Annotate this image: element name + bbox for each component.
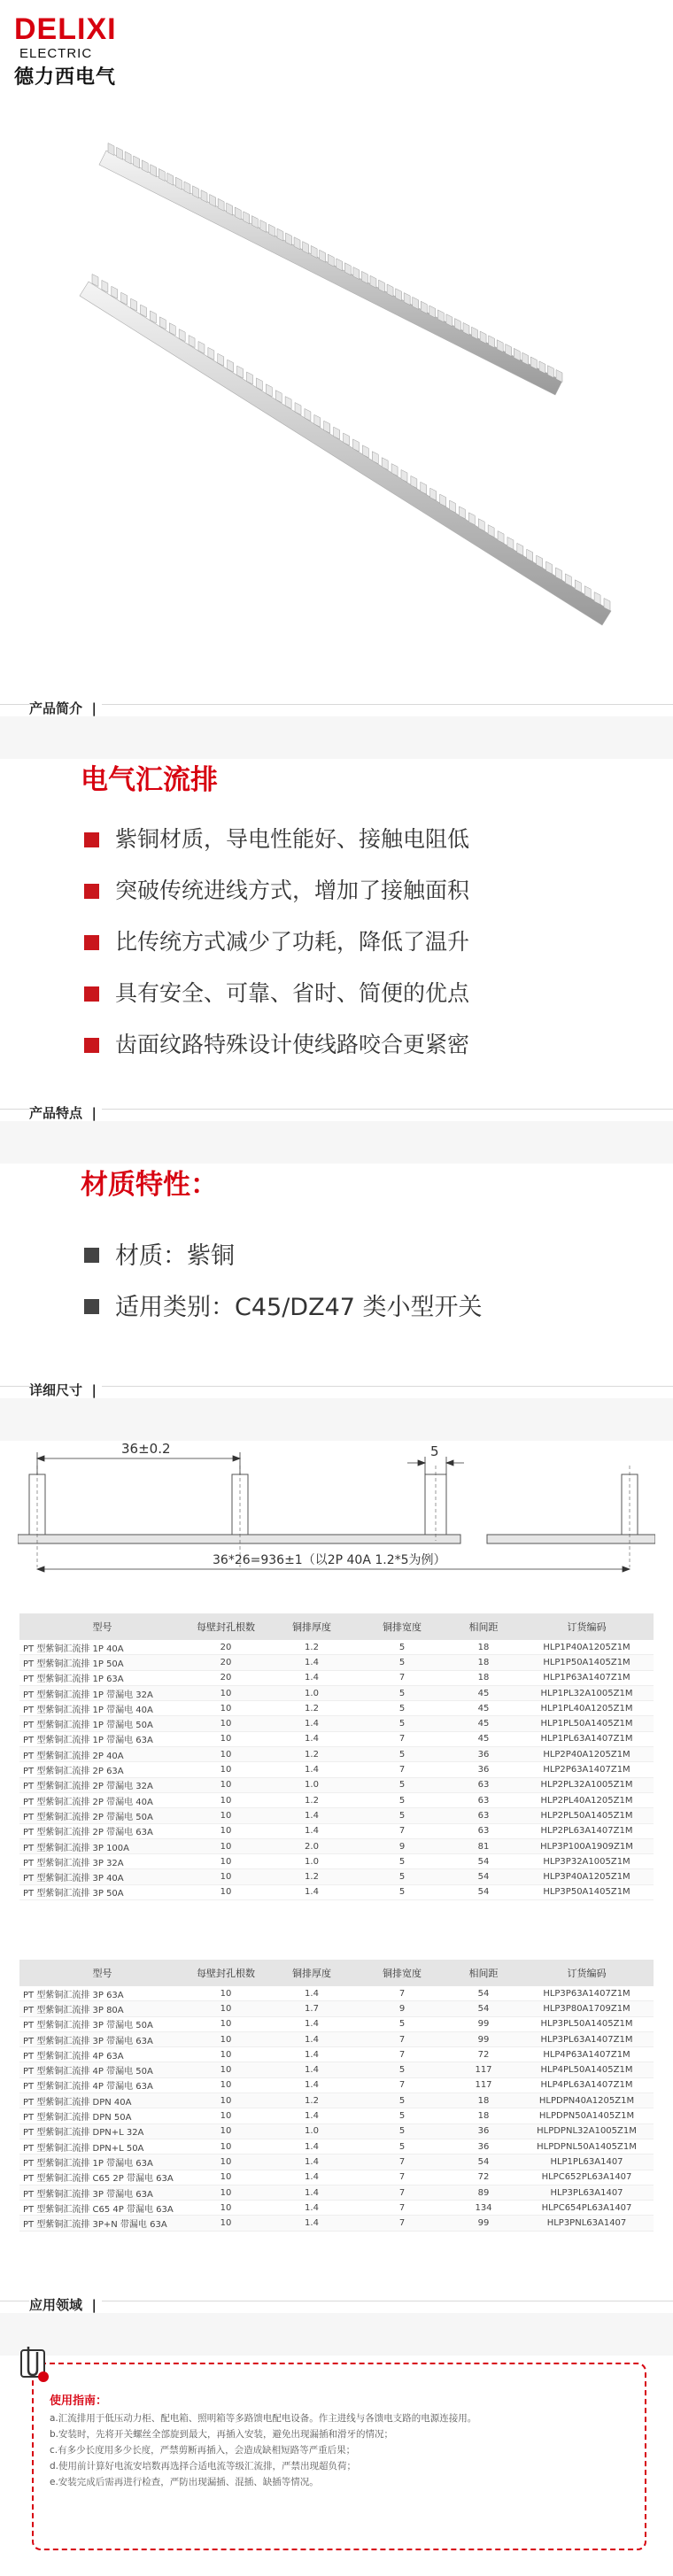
table-cell: 10 [185, 2185, 267, 2200]
table-cell: 63 [447, 1823, 520, 1838]
table-cell: 10 [185, 1854, 267, 1869]
table-row [19, 2062, 654, 2077]
table-cell: 10 [185, 1777, 267, 1792]
table-cell: PT 型紫铜汇流排 4P 带漏电 63A [19, 2077, 185, 2093]
table-cell: 10 [185, 2031, 267, 2046]
table-row [19, 2216, 654, 2231]
table-cell: 5 [357, 1701, 447, 1716]
table-cell: 1.4 [267, 1762, 357, 1777]
table-cell: HLP3PL63A1407Z1M [520, 2031, 654, 2046]
table-cell: HLP3PL63A1407 [520, 2185, 654, 2200]
table-cell: 10 [185, 1731, 267, 1746]
table-cell: PT 型紫铜汇流排 1P 带漏电 40A [19, 1701, 185, 1716]
col-header: 每壁封孔根数 [185, 1613, 267, 1640]
table-cell: 117 [447, 2062, 520, 2077]
table-cell: 20 [185, 1655, 267, 1670]
col-header: 相间距 [447, 1960, 520, 1986]
usage-note-title: 使用指南： [50, 2394, 108, 2408]
table-cell: 54 [447, 1869, 520, 1884]
table-cell: 1.0 [267, 2123, 357, 2139]
table-cell: 99 [447, 2016, 520, 2031]
table-cell: 36 [447, 2123, 520, 2139]
table-cell: 36 [447, 1762, 520, 1777]
table-header-row [19, 1960, 654, 1986]
table-cell: 1.2 [267, 1747, 357, 1762]
table-cell: 5 [357, 1655, 447, 1670]
table-row [19, 2016, 654, 2031]
table-cell: HLPC652PL63A1407 [520, 2170, 654, 2185]
section-band [0, 1121, 673, 1164]
table-cell: 5 [357, 1854, 447, 1869]
table-cell: 1.4 [267, 2077, 357, 2093]
table-cell: PT 型紫铜汇流排 3P 带漏电 63A [19, 2031, 185, 2046]
col-header: 型号 [19, 1613, 185, 1640]
table-cell: 1.2 [267, 1869, 357, 1884]
table-cell: PT 型紫铜汇流排 2P 40A [19, 1747, 185, 1762]
table-cell: 1.4 [267, 2031, 357, 2046]
table-cell: 10 [185, 2139, 267, 2154]
table-cell: PT 型紫铜汇流排 DPN+L 50A [19, 2139, 185, 2154]
table-cell: HLP3P50A1405Z1M [520, 1884, 654, 1899]
table-cell: HLPDPN40A1205Z1M [520, 2093, 654, 2108]
table-row [19, 2123, 654, 2139]
features-title: 材质特性： [81, 1169, 218, 1201]
bullet-icon [84, 935, 99, 950]
spec-table-2 [19, 1960, 654, 2232]
table-cell: 7 [357, 2031, 447, 2046]
table-cell: 10 [185, 1792, 267, 1807]
feature-item: 材质：紫铜 [115, 1242, 235, 1270]
table-cell: 7 [357, 2047, 447, 2062]
table-cell: 7 [357, 2077, 447, 2093]
table-cell: 9 [357, 2001, 447, 2016]
table-cell: 81 [447, 1838, 520, 1853]
table-row [19, 1655, 654, 1670]
table-cell: PT 型紫铜汇流排 DPN+L 32A [19, 2123, 185, 2139]
table-cell: HLP1PL32A1005Z1M [520, 1685, 654, 1700]
usage-note-line: c.有多少长度用多少长度，严禁剪断再插入，会造成缺相短路等严重后果； [50, 2445, 356, 2456]
bullet-icon [84, 1299, 99, 1314]
table-cell: 7 [357, 2154, 447, 2170]
table-cell: 36 [447, 1747, 520, 1762]
table-row [19, 2077, 654, 2093]
table-cell: 1.4 [267, 1731, 357, 1746]
table-cell: PT 型紫铜汇流排 1P 40A [19, 1640, 185, 1655]
table-cell: HLP2PL32A1005Z1M [520, 1777, 654, 1792]
table-cell: PT 型紫铜汇流排 3P 带漏电 63A [19, 2185, 185, 2200]
dim-total-label: 36*26=936±1（以2P 40A 1.2*5为例） [213, 1553, 446, 1567]
table-cell: 134 [447, 2201, 520, 2216]
table-cell: PT 型紫铜汇流排 3P 100A [19, 1838, 185, 1853]
table-cell: PT 型紫铜汇流排 3P 80A [19, 2001, 185, 2016]
table-cell: 10 [185, 2093, 267, 2108]
table-cell: PT 型紫铜汇流排 3P+N 带漏电 63A [19, 2216, 185, 2231]
table-cell: 1.4 [267, 2139, 357, 2154]
dimension-drawing [18, 1417, 655, 1594]
intro-bullet: 紫铜材质，导电性能好、接触电阻低 [115, 826, 470, 852]
table-cell: HLP2P63A1407Z1M [520, 1762, 654, 1777]
table-cell: HLPDPNL50A1405Z1M [520, 2139, 654, 2154]
table-cell: 7 [357, 2185, 447, 2200]
spec-table-1 [19, 1613, 654, 1900]
table-cell: PT 型紫铜汇流排 C65 4P 带漏电 63A [19, 2201, 185, 2216]
table-cell: 1.4 [267, 1670, 357, 1685]
table-cell: 1.4 [267, 2154, 357, 2170]
col-header: 铜排厚度 [267, 1960, 357, 1986]
table-cell: 1.4 [267, 1986, 357, 2001]
table-cell: 1.4 [267, 1823, 357, 1838]
product-image [53, 133, 620, 664]
section-features-title: 产品特点 | [29, 1103, 102, 1122]
table-cell: 36 [447, 2139, 520, 2154]
table-cell: 10 [185, 2062, 267, 2077]
table-cell: 1.4 [267, 2047, 357, 2062]
table-cell: 54 [447, 1884, 520, 1899]
table-cell: HLP3P40A1205Z1M [520, 1869, 654, 1884]
table-cell: 5 [357, 2139, 447, 2154]
section-band [0, 2313, 673, 2356]
table-cell: PT 型紫铜汇流排 1P 50A [19, 1655, 185, 1670]
table-cell: 10 [185, 1869, 267, 1884]
table-cell: 10 [185, 1762, 267, 1777]
table-cell: 18 [447, 1640, 520, 1655]
table-cell: 54 [447, 2154, 520, 2170]
table-cell: PT 型紫铜汇流排 4P 63A [19, 2047, 185, 2062]
table-cell: 5 [357, 1808, 447, 1823]
table-cell: HLP4P63A1407Z1M [520, 2047, 654, 2062]
table-row [19, 2201, 654, 2216]
table-row [19, 1838, 654, 1853]
table-cell: 1.4 [267, 2185, 357, 2200]
intro-bullet: 突破传统进线方式，增加了接触面积 [115, 878, 470, 903]
table-cell: 5 [357, 1869, 447, 1884]
col-header: 型号 [19, 1960, 185, 1986]
table-cell: 10 [185, 2216, 267, 2231]
table-cell: HLP1P63A1407Z1M [520, 1670, 654, 1685]
table-cell: PT 型紫铜汇流排 DPN 40A [19, 2093, 185, 2108]
table-cell: HLPDPNL32A1005Z1M [520, 2123, 654, 2139]
table-cell: 5 [357, 1747, 447, 1762]
usage-note-line: a.汇流排用于低压动力柜、配电箱、照明箱等多路馈电配电设备。作主进线与各馈电支路的电源连接用。 [50, 2413, 477, 2424]
table-cell: PT 型紫铜汇流排 DPN 50A [19, 2108, 185, 2123]
table-row [19, 1884, 654, 1899]
table-cell: 7 [357, 2216, 447, 2231]
table-cell: 18 [447, 1655, 520, 1670]
table-row [19, 1869, 654, 1884]
table-cell: PT 型紫铜汇流排 2P 63A [19, 1762, 185, 1777]
table-cell: HLP3P63A1407Z1M [520, 1986, 654, 2001]
intro-bullet: 比传统方式减少了功耗，降低了温升 [115, 929, 470, 955]
bullet-icon [84, 884, 99, 899]
col-header: 铜排宽度 [357, 1613, 447, 1640]
table-cell: 1.7 [267, 2001, 357, 2016]
paperclip-icon [19, 2345, 55, 2384]
table-row [19, 1854, 654, 1869]
table-cell: 5 [357, 2093, 447, 2108]
table-cell: HLP3PNL63A1407 [520, 2216, 654, 2231]
table-cell: PT 型紫铜汇流排 1P 带漏电 32A [19, 1685, 185, 1700]
table-cell: 54 [447, 1854, 520, 1869]
table-cell: 20 [185, 1640, 267, 1655]
table-cell: 1.4 [267, 2216, 357, 2231]
table-row [19, 2154, 654, 2170]
table-row [19, 2047, 654, 2062]
table-cell: 9 [357, 1838, 447, 1853]
intro-title: 电气汇流排 [81, 764, 218, 796]
table-row [19, 1808, 654, 1823]
table-row [19, 2001, 654, 2016]
table-row [19, 2185, 654, 2200]
table-cell: 5 [357, 2108, 447, 2123]
table-cell: 18 [447, 2108, 520, 2123]
table-cell: 2.0 [267, 1838, 357, 1853]
table-cell: 99 [447, 2031, 520, 2046]
table-cell: 10 [185, 1747, 267, 1762]
table-row [19, 1701, 654, 1716]
table-cell: HLPC654PL63A1407 [520, 2201, 654, 2216]
table-cell: HLP3P80A1709Z1M [520, 2001, 654, 2016]
table-cell: 10 [185, 2154, 267, 2170]
table-cell: HLP2PL50A1405Z1M [520, 1808, 654, 1823]
table-cell: PT 型紫铜汇流排 1P 63A [19, 1670, 185, 1685]
table-cell: 45 [447, 1701, 520, 1716]
table-row [19, 1986, 654, 2001]
bullet-icon [84, 832, 99, 847]
table-cell: 10 [185, 2047, 267, 2062]
table-row [19, 1823, 654, 1838]
table-cell: PT 型紫铜汇流排 2P 带漏电 40A [19, 1792, 185, 1807]
table-cell: 1.4 [267, 1716, 357, 1731]
table-cell: 1.4 [267, 2108, 357, 2123]
table-cell: 10 [185, 1986, 267, 2001]
table-cell: HLP4PL50A1405Z1M [520, 2062, 654, 2077]
table-cell: HLP3PL50A1405Z1M [520, 2016, 654, 2031]
table-cell: HLP1PL40A1205Z1M [520, 1701, 654, 1716]
table-cell: 45 [447, 1731, 520, 1746]
busbar-bottom [80, 275, 611, 626]
table-cell: 10 [185, 1884, 267, 1899]
table-cell: 1.2 [267, 2093, 357, 2108]
table-cell: 5 [357, 1685, 447, 1700]
table-cell: 10 [185, 2201, 267, 2216]
table-cell: 1.0 [267, 1685, 357, 1700]
table-cell: HLP1P50A1405Z1M [520, 1655, 654, 1670]
table-cell: 10 [185, 2077, 267, 2093]
col-header: 订货编码 [520, 1613, 654, 1640]
table-cell: PT 型紫铜汇流排 1P 带漏电 50A [19, 1716, 185, 1731]
table-cell: 7 [357, 2170, 447, 2185]
table-cell: 10 [185, 1701, 267, 1716]
table-cell: 1.2 [267, 1792, 357, 1807]
col-header: 相间距 [447, 1613, 520, 1640]
table-cell: 5 [357, 1884, 447, 1899]
dim-pitch-label: 36±0.2 [121, 1441, 171, 1457]
table-cell: 18 [447, 1670, 520, 1685]
table-cell: 10 [185, 1716, 267, 1731]
table-cell: 72 [447, 2047, 520, 2062]
table-row [19, 1685, 654, 1700]
table-row [19, 1762, 654, 1777]
table-cell: PT 型紫铜汇流排 4P 带漏电 50A [19, 2062, 185, 2077]
table-row [19, 1640, 654, 1655]
table-cell: 1.2 [267, 1701, 357, 1716]
feature-item: 适用类别：C45/DZ47 类小型开关 [115, 1294, 483, 1321]
table-cell: 54 [447, 1986, 520, 2001]
table-row [19, 1747, 654, 1762]
table-cell: HLP2P40A1205Z1M [520, 1747, 654, 1762]
usage-note-lines [50, 2410, 634, 2490]
table-cell: 5 [357, 1640, 447, 1655]
table-cell: 63 [447, 1808, 520, 1823]
table-cell: 1.4 [267, 1808, 357, 1823]
table-cell: 1.4 [267, 2016, 357, 2031]
section-band [0, 716, 673, 759]
table-cell: 10 [185, 2001, 267, 2016]
table-cell: 5 [357, 2062, 447, 2077]
intro-bullet: 齿面纹路特殊设计使线路咬合更紧密 [115, 1032, 470, 1057]
table-cell: 7 [357, 2201, 447, 2216]
table-cell: 10 [185, 1808, 267, 1823]
table-cell: 89 [447, 2185, 520, 2200]
table-cell: HLP4PL63A1407Z1M [520, 2077, 654, 2093]
table-cell: HLP1PL50A1405Z1M [520, 1716, 654, 1731]
table-cell: 1.4 [267, 2062, 357, 2077]
table-cell: 5 [357, 2016, 447, 2031]
table-cell: 99 [447, 2216, 520, 2231]
table-header-row [19, 1613, 654, 1640]
brand-logo-cn: 德力西电气 [14, 66, 117, 89]
table-cell: 18 [447, 2093, 520, 2108]
table-cell: 1.2 [267, 1640, 357, 1655]
table-cell: PT 型紫铜汇流排 C65 2P 带漏电 63A [19, 2170, 185, 2185]
table-row [19, 2093, 654, 2108]
table-cell: PT 型紫铜汇流排 3P 32A [19, 1854, 185, 1869]
dim-width-label: 5 [430, 1443, 439, 1459]
bullet-icon [84, 1038, 99, 1053]
table-row [19, 2170, 654, 2185]
table-cell: 10 [185, 1838, 267, 1853]
usage-note-line: d.使用前计算好电流安培数再选择合适电流等级汇流排，严禁出现超负荷； [50, 2461, 357, 2472]
table-cell: HLP3P100A1909Z1M [520, 1838, 654, 1853]
table-cell: 1.0 [267, 1777, 357, 1792]
table-cell: 7 [357, 1823, 447, 1838]
table-cell: 72 [447, 2170, 520, 2185]
table-cell: 45 [447, 1685, 520, 1700]
table-cell: 5 [357, 1716, 447, 1731]
table-cell: 1.4 [267, 2201, 357, 2216]
table-cell: PT 型紫铜汇流排 2P 带漏电 63A [19, 1823, 185, 1838]
table-row [19, 2031, 654, 2046]
table-cell: 20 [185, 1670, 267, 1685]
table-cell: PT 型紫铜汇流排 1P 带漏电 63A [19, 1731, 185, 1746]
col-header: 铜排厚度 [267, 1613, 357, 1640]
table-cell: 63 [447, 1777, 520, 1792]
col-header: 订货编码 [520, 1960, 654, 1986]
table-cell: 7 [357, 1762, 447, 1777]
table-cell: 10 [185, 2170, 267, 2185]
table-cell: PT 型紫铜汇流排 2P 带漏电 32A [19, 1777, 185, 1792]
table-cell: PT 型紫铜汇流排 1P 带漏电 63A [19, 2154, 185, 2170]
busbar-top [99, 143, 562, 396]
table-cell: 10 [185, 2108, 267, 2123]
section-dimensions-title: 详细尺寸 | [29, 1381, 102, 1399]
usage-note-line: e.安装完成后需再进行检查，严防出现漏插、混插、缺插等情况。 [50, 2477, 319, 2487]
table-cell: 10 [185, 1685, 267, 1700]
table-cell: HLP2PL63A1407Z1M [520, 1823, 654, 1838]
table-cell: 45 [447, 1716, 520, 1731]
table-cell: 10 [185, 2016, 267, 2031]
table-cell: PT 型紫铜汇流排 3P 带漏电 50A [19, 2016, 185, 2031]
brand-logo-sub: ELECTRIC [19, 46, 93, 61]
table-row [19, 1670, 654, 1685]
table-cell: HLP1P40A1205Z1M [520, 1640, 654, 1655]
section-application-title: 应用领域 | [29, 2295, 102, 2314]
table-cell: 1.4 [267, 1884, 357, 1899]
table-cell: 54 [447, 2001, 520, 2016]
table-cell: 5 [357, 2123, 447, 2139]
table-cell: PT 型紫铜汇流排 2P 带漏电 50A [19, 1808, 185, 1823]
table-cell: 1.0 [267, 1854, 357, 1869]
table-cell: 10 [185, 1823, 267, 1838]
table-cell: HLP3P32A1005Z1M [520, 1854, 654, 1869]
table-cell: PT 型紫铜汇流排 3P 50A [19, 1884, 185, 1899]
table-cell: HLP2PL40A1205Z1M [520, 1792, 654, 1807]
section-intro-title: 产品简介 | [29, 699, 102, 717]
table-cell: HLP1PL63A1407Z1M [520, 1731, 654, 1746]
table-row [19, 1716, 654, 1731]
col-header: 每壁封孔根数 [185, 1960, 267, 1986]
table-cell: 63 [447, 1792, 520, 1807]
table-cell: 117 [447, 2077, 520, 2093]
usage-note-line: b.安装时，先将开关螺丝全部旋到最大，再插入安装，避免出现漏插和滑牙的情况； [50, 2429, 394, 2440]
intro-bullet: 具有安全、可靠、省时、简便的优点 [115, 980, 470, 1006]
table-cell: 1.4 [267, 2170, 357, 2185]
table-cell: 5 [357, 1792, 447, 1807]
table-row [19, 1731, 654, 1746]
table-row [19, 1792, 654, 1807]
col-header: 铜排宽度 [357, 1960, 447, 1986]
table-cell: HLP1PL63A1407 [520, 2154, 654, 2170]
table-cell: PT 型紫铜汇流排 3P 63A [19, 1986, 185, 2001]
table-cell: 7 [357, 1731, 447, 1746]
table-cell: 7 [357, 1986, 447, 2001]
table-cell: 1.4 [267, 1655, 357, 1670]
table-cell: PT 型紫铜汇流排 3P 40A [19, 1869, 185, 1884]
table-row [19, 1777, 654, 1792]
table-row [19, 2108, 654, 2123]
bullet-icon [84, 986, 99, 1002]
table-cell: HLPDPN50A1405Z1M [520, 2108, 654, 2123]
table-cell: 5 [357, 1777, 447, 1792]
bullet-icon [84, 1248, 99, 1263]
brand-logo-text: DELIXI [14, 12, 117, 46]
table-cell: 7 [357, 1670, 447, 1685]
table-row [19, 2139, 654, 2154]
table-cell: 10 [185, 2123, 267, 2139]
